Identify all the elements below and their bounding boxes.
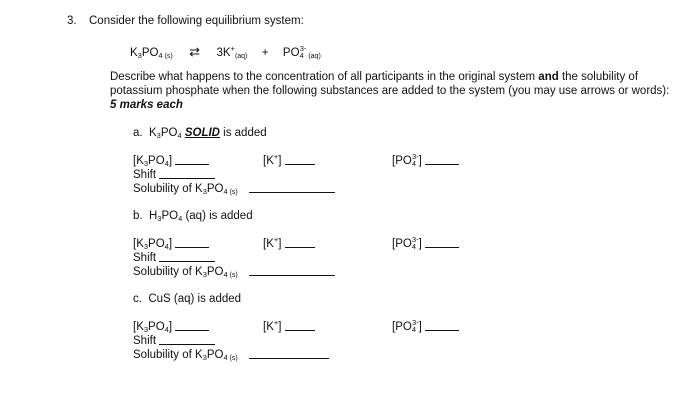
product-potassium-ion: $3K^+_{(aq)}$: [216, 44, 248, 60]
part-c-heading: c. CuS (aq) is added: [133, 293, 242, 305]
part-b-k3po4-blank[interactable]: [175, 237, 209, 248]
part-a-shift-answer: Shift: [133, 168, 215, 181]
part-a-solubility-blank[interactable]: [249, 182, 335, 193]
question-prompt: Consider the following equilibrium system:: [89, 15, 304, 27]
part-a-po4-blank[interactable]: [425, 154, 459, 165]
part-c-k3po4-answer: $[K_3PO_4]$: [133, 320, 209, 333]
product-phosphate-ion: $PO_4^{3-}$ $_{(aq)}$: [282, 44, 321, 60]
part-b-po4-blank[interactable]: [425, 237, 459, 248]
part-b-k-answer: [K+]: [263, 237, 315, 250]
part-b-heading: b. $H_3PO_4$ (aq) is added: [133, 210, 253, 223]
part-a-solubility-answer: Solubility of $K_3PO_4$ $_{(s)}$: [133, 182, 335, 195]
part-b-k3po4-answer: $[K_3PO_4]$: [133, 237, 209, 250]
part-a-k3po4-blank[interactable]: [175, 154, 209, 165]
part-a-po4-answer: $[PO_4^{3-}]$: [392, 154, 459, 167]
part-c-k-answer: [K+]: [263, 320, 315, 333]
equilibrium-equation: [130, 44, 321, 60]
part-c-shift-answer: Shift: [133, 334, 215, 347]
question-description: Describe what happens to the concentration of all participants in the original system and the solubility of potassium phosphate when the following substances are added to the system (you may use arrows or words): 5 marks each: [110, 71, 670, 111]
part-c-solubility-answer: Solubility of $K_3PO_4$ $_{(s)}$: [133, 348, 329, 361]
plus-sign: +: [261, 47, 269, 59]
part-a-k-blank[interactable]: [285, 154, 315, 165]
part-a-heading: a. $K_3PO_4$ SOLID is added: [133, 127, 267, 140]
equilibrium-arrow-icon: ⇄: [189, 44, 201, 59]
part-b-solubility-answer: Solubility of $K_3PO_4$ $_{(s)}$: [133, 265, 335, 278]
part-b-solubility-blank[interactable]: [249, 265, 335, 276]
part-a-k3po4-answer: $[K_3PO_4]$: [133, 154, 209, 167]
part-b-shift-blank[interactable]: [159, 251, 215, 262]
part-c-solubility-blank[interactable]: [249, 348, 329, 359]
reactant-k3po4: $K_3PO_4$ $_{(s)}$: [130, 47, 173, 60]
part-a-shift-blank[interactable]: [159, 168, 215, 179]
part-b-po4-answer: $[PO_4^{3-}]$: [392, 237, 459, 250]
part-c-k-blank[interactable]: [285, 320, 315, 331]
question-number: 3.: [67, 15, 77, 27]
part-b-shift-answer: Shift: [133, 251, 215, 264]
part-c-po4-blank[interactable]: [425, 320, 459, 331]
part-b-k-blank[interactable]: [285, 237, 315, 248]
part-c-shift-blank[interactable]: [159, 334, 215, 345]
part-c-k3po4-blank[interactable]: [175, 320, 209, 331]
part-c-po4-answer: $[PO_4^{3-}]$: [392, 320, 459, 333]
part-a-k-answer: [K+]: [263, 154, 315, 167]
